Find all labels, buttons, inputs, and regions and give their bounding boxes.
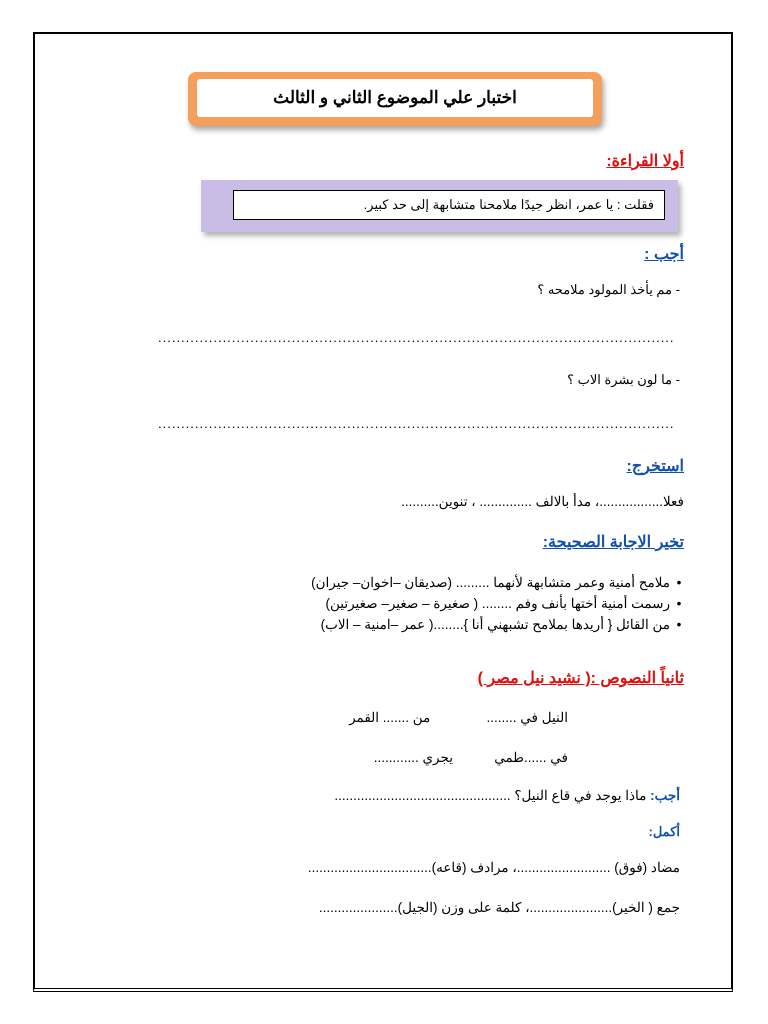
page-title: اختبار علي الموضوع الثاني و الثالث	[197, 79, 593, 117]
choose-heading: تخير الاجابة الصحيحة:	[542, 534, 684, 551]
question-1: - مم يأخذ المولود ملامحه ؟	[537, 282, 680, 297]
extract-heading: استخرج:	[626, 458, 684, 475]
reading-heading: أولا القراءة:	[606, 153, 684, 170]
complete-line-2: جمع ( الخير)......................، كلمة على وزن (الجيل).....................	[318, 900, 680, 915]
answer-line-2: ................................................................................................................	[158, 416, 675, 431]
complete-heading: أكمل:	[648, 824, 680, 839]
verse-line-1: النيل في ........ من ....... القمر	[349, 710, 568, 725]
texts-heading: ثانياً النصوص :( نشيد نيل مصر )	[477, 670, 684, 687]
quote-panel	[201, 180, 678, 232]
nile-question-text: ماذا يوجد في قاع النيل؟ ...............................................	[334, 788, 651, 803]
nile-question	[334, 788, 680, 804]
choice-item: • من القائل { أريدها بملامح تشبهني أنا }........( عمر –امنية – الاب)	[311, 614, 688, 635]
question-2: - ما لون بشرة الاب ؟	[567, 372, 680, 387]
title-banner	[188, 72, 602, 126]
choice-item: • ملامح أمنية وعمر متشابهة لأنهما ......... (صديقان –اخوان– جيران)	[311, 572, 688, 593]
choice-item: • رسمت أمنية أختها بأنف وفم ........ ( صغيرة – صغير– صغيرتين)	[311, 593, 688, 614]
answer-line-1: ................................................................................................................	[158, 330, 675, 345]
extract-line: فعلا.................، مدأ بالالف .............. ، تنوين..........	[401, 494, 684, 509]
answer-heading: أجب :	[644, 246, 684, 263]
choices-list	[311, 572, 688, 635]
page-border	[33, 32, 733, 992]
quote-text: فقلت : يا عمر، انظر جيدًا ملامحنا متشابهة إلى حد كبير.	[233, 190, 665, 220]
answer-label: أجب:	[650, 788, 680, 803]
complete-line-1: مضاد (فوق) .........................، مرادف (قاعه).................................	[307, 860, 680, 875]
verse-line-2: في ......طمي يجري ............	[373, 750, 568, 765]
